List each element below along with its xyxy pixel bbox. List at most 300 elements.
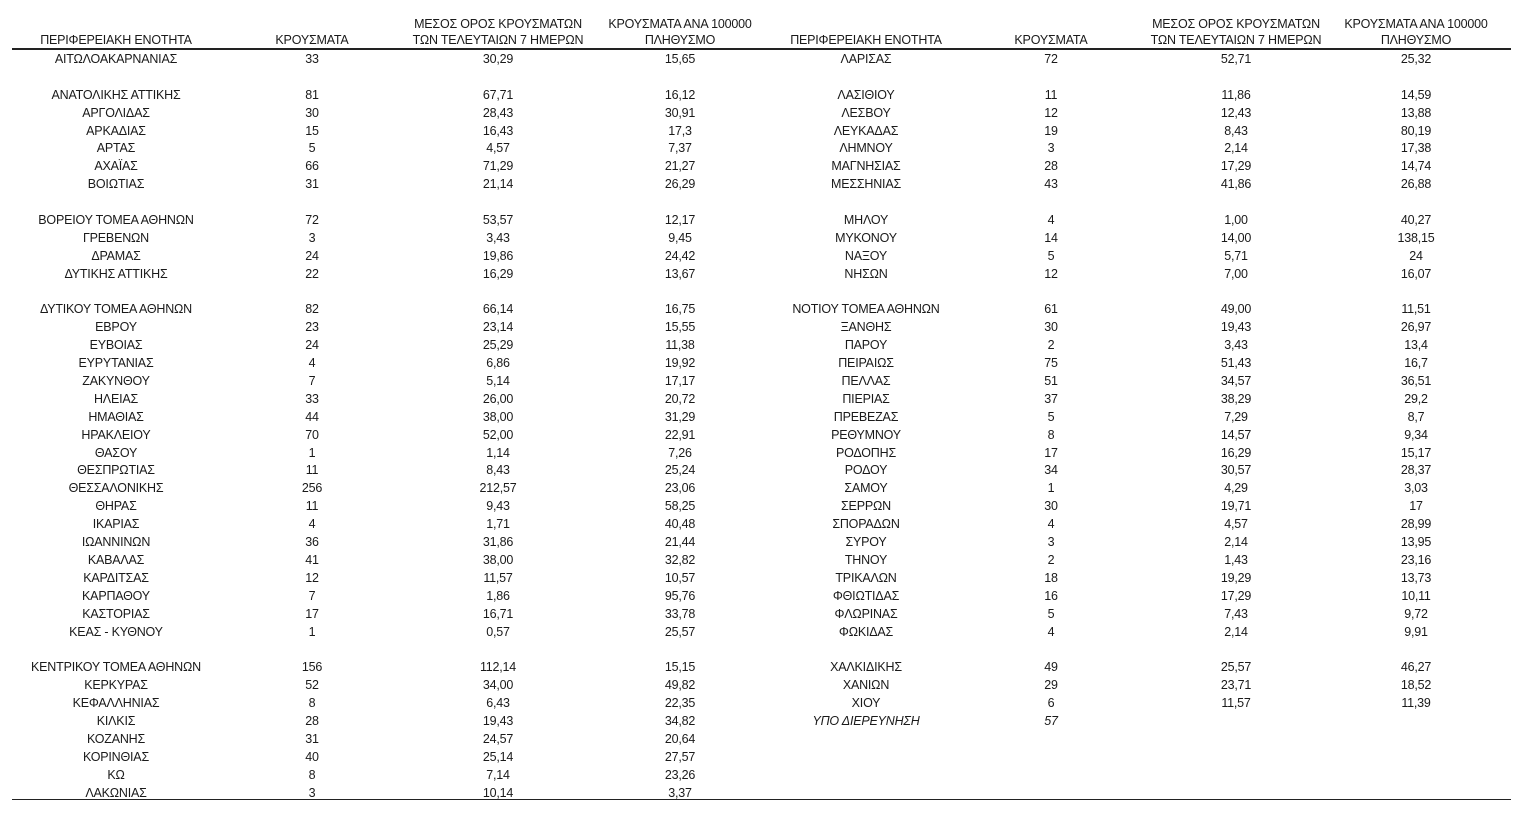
header-avg7-line2: ΤΩΝ ΤΕΛΕΥΤΑΙΩΝ 7 ΗΜΕΡΩΝ <box>1150 33 1322 47</box>
cases-cell: 5 <box>1047 606 1055 621</box>
cases-cell: 66 <box>305 159 319 174</box>
table-row <box>748 570 1531 588</box>
per100k-cell: 16,75 <box>664 302 696 317</box>
cases-cell: 4 <box>308 356 316 371</box>
region-cell: ΕΥΡΥΤΑΝΙΑΣ <box>78 356 154 371</box>
table-row <box>0 319 770 337</box>
cases-cell: 4 <box>1047 624 1055 639</box>
cases-cell: 18 <box>1044 570 1058 585</box>
avg7-cell: 25,57 <box>1220 660 1252 675</box>
avg7-cell: 28,43 <box>482 105 514 120</box>
per100k-cell: 9,72 <box>1404 606 1428 621</box>
region-cell: ΛΕΥΚΑΔΑΣ <box>833 123 899 138</box>
avg7-cell: 67,71 <box>482 87 514 102</box>
table-row <box>0 230 770 248</box>
region-cell: ΗΛΕΙΑΣ <box>93 391 139 406</box>
table-row <box>0 123 770 141</box>
avg7-cell: 41,86 <box>1220 177 1252 192</box>
table-spacer-row <box>0 194 770 212</box>
per100k-cell: 13,67 <box>664 266 696 281</box>
avg7-cell: 7,43 <box>1224 606 1248 621</box>
cases-cell: 3 <box>308 785 316 800</box>
cases-cell: 19 <box>1044 123 1058 138</box>
region-cell: ΠΑΡΟΥ <box>844 338 888 353</box>
region-cell: ΥΠΟ ΔΙΕΡΕΥΝΗΣΗ <box>812 713 920 728</box>
region-cell: ΜΗΛΟΥ <box>843 213 889 228</box>
table-row <box>0 87 770 105</box>
per100k-cell: 7,26 <box>668 445 692 460</box>
cases-cell: 11 <box>305 499 319 514</box>
avg7-cell: 7,14 <box>486 767 510 782</box>
cases-cell: 5 <box>308 141 316 156</box>
header-region <box>6 16 226 48</box>
table-row <box>748 230 1531 248</box>
region-cell: ΚΑΡΠΑΘΟΥ <box>82 588 150 603</box>
region-cell: ΠΡΕΒΕΖΑΣ <box>833 409 899 424</box>
avg7-cell: 1,43 <box>1224 552 1248 567</box>
table-row <box>0 588 770 606</box>
avg7-cell: 4,57 <box>1224 517 1248 532</box>
per100k-cell: 3,03 <box>1404 481 1428 496</box>
region-cell: ΡΟΔΟΥ <box>844 463 888 478</box>
header-cases <box>272 16 352 48</box>
per100k-cell: 19,92 <box>664 356 696 371</box>
table-row <box>748 677 1531 695</box>
table-row <box>0 373 770 391</box>
region-cell: ΚΕΝΤΡΙΚΟΥ ΤΟΜΕΑ ΑΘΗΝΩΝ <box>31 660 201 675</box>
avg7-cell: 21,14 <box>482 177 514 192</box>
per100k-cell: 21,27 <box>664 159 696 174</box>
region-cell: ΜΥΚΟΝΟΥ <box>835 230 897 245</box>
region-cell: ΓΡΕΒΕΝΩΝ <box>82 230 150 245</box>
right-rows <box>748 51 1531 731</box>
region-cell: ΚΙΛΚΙΣ <box>96 713 136 728</box>
avg7-cell: 2,14 <box>1224 535 1248 550</box>
region-cell: ΛΕΣΒΟΥ <box>841 105 891 120</box>
table-row <box>0 552 770 570</box>
table-row <box>0 749 770 767</box>
table-row <box>748 713 1531 731</box>
per100k-cell: 20,64 <box>664 731 696 746</box>
region-cell: ΚΟΡΙΝΘΙΑΣ <box>83 749 149 764</box>
per100k-cell: 10,11 <box>1401 588 1431 603</box>
per100k-cell: 26,97 <box>1400 320 1432 335</box>
avg7-cell: 1,86 <box>486 588 510 603</box>
cases-cell: 6 <box>1047 696 1055 711</box>
per100k-cell <box>1336 713 1496 731</box>
avg7-cell: 3,43 <box>486 230 510 245</box>
region-cell: ΘΕΣΣΑΛΟΝΙΚΗΣ <box>68 481 164 496</box>
avg7-cell: 34,57 <box>1220 374 1252 389</box>
header-avg7-line2: ΤΩΝ ΤΕΛΕΥΤΑΙΩΝ 7 ΗΜΕΡΩΝ <box>412 33 584 47</box>
region-cell: ΚΟΖΑΝΗΣ <box>86 731 146 746</box>
cases-cell: 5 <box>1047 409 1055 424</box>
avg7-cell: 19,86 <box>482 248 514 263</box>
left-rows <box>0 51 770 802</box>
cases-cell: 2 <box>1047 338 1055 353</box>
avg7-cell: 1,14 <box>486 445 510 460</box>
table-row <box>0 713 770 731</box>
per100k-cell: 26,88 <box>1400 177 1432 192</box>
avg7-cell: 2,14 <box>1224 624 1248 639</box>
table-row <box>748 319 1531 337</box>
avg7-cell: 30,57 <box>1220 463 1252 478</box>
region-cell: ΑΡΤΑΣ <box>96 141 136 156</box>
region-cell: ΘΑΣΟΥ <box>94 445 138 460</box>
per100k-cell: 17 <box>1409 499 1423 514</box>
avg7-cell: 38,00 <box>482 552 514 567</box>
per100k-cell: 11,39 <box>1401 696 1431 711</box>
region-cell: ΚΕΡΚΥΡΑΣ <box>84 678 148 693</box>
region-cell: ΝΑΞΟΥ <box>844 248 888 263</box>
table-row <box>748 105 1531 123</box>
region-cell: ΡΟΔΟΠΗΣ <box>836 445 896 460</box>
table-spacer-row <box>748 641 1531 659</box>
region-cell: ΧΑΝΙΩΝ <box>842 678 890 693</box>
cases-cell: 52 <box>305 678 319 693</box>
cases-cell: 11 <box>1044 87 1058 102</box>
avg7-cell: 11,57 <box>1221 696 1251 711</box>
table-row <box>748 212 1531 230</box>
region-cell: ΣΑΜΟΥ <box>844 481 888 496</box>
avg7-cell: 16,43 <box>482 123 514 138</box>
cases-cell: 57 <box>1044 713 1058 728</box>
region-cell: ΠΕΛΛΑΣ <box>841 374 891 389</box>
avg7-cell: 19,71 <box>1220 499 1252 514</box>
avg7-cell: 1,00 <box>1224 213 1248 228</box>
table-spacer-row <box>748 284 1531 302</box>
table-row <box>0 498 770 516</box>
avg7-cell: 38,29 <box>1220 391 1252 406</box>
avg7-cell: 8,43 <box>486 463 510 478</box>
table-row <box>0 516 770 534</box>
header-per100k-line2: ΠΛΗΘΥΣΜΟ <box>644 33 716 47</box>
cases-cell: 30 <box>1044 320 1058 335</box>
per100k-cell: 15,17 <box>1400 445 1432 460</box>
avg7-cell: 16,29 <box>1220 445 1252 460</box>
cases-cell: 49 <box>1044 660 1058 675</box>
cases-cell: 82 <box>305 302 319 317</box>
avg7-cell: 19,43 <box>1220 320 1252 335</box>
region-cell: ΑΝΑΤΟΛΙΚΗΣ ΑΤΤΙΚΗΣ <box>51 87 181 102</box>
cases-cell: 36 <box>305 535 319 550</box>
cases-cell: 22 <box>305 266 319 281</box>
cases-cell: 23 <box>305 320 319 335</box>
header-per100k-line2: ΠΛΗΘΥΣΜΟ <box>1380 33 1452 47</box>
table-row <box>0 534 770 552</box>
table-row <box>0 731 770 749</box>
region-cell: ΔΥΤΙΚΟΥ ΤΟΜΕΑ ΑΘΗΝΩΝ <box>39 302 193 317</box>
per100k-cell: 15,55 <box>664 320 696 335</box>
cases-cell: 256 <box>301 481 323 496</box>
cases-cell: 1 <box>308 445 316 460</box>
avg7-cell: 25,14 <box>482 749 514 764</box>
avg7-cell: 19,43 <box>482 713 514 728</box>
per100k-cell: 11,38 <box>665 338 695 353</box>
cases-cell: 7 <box>308 588 316 603</box>
table-row <box>0 606 770 624</box>
avg7-cell: 51,43 <box>1220 356 1252 371</box>
avg7-cell: 25,29 <box>482 338 514 353</box>
avg7-cell: 6,86 <box>486 356 510 371</box>
avg7-cell: 3,43 <box>1224 338 1248 353</box>
header-per100k <box>1336 16 1496 48</box>
table-row <box>748 248 1531 266</box>
per100k-cell: 22,91 <box>664 427 696 442</box>
per100k-cell: 138,15 <box>1397 230 1435 245</box>
table-spacer-row <box>748 194 1531 212</box>
per100k-cell: 9,34 <box>1404 427 1428 442</box>
region-cell: ΛΑΣΙΘΙΟΥ <box>837 87 895 102</box>
cases-cell: 16 <box>1044 588 1058 603</box>
per100k-cell: 14,59 <box>1400 87 1432 102</box>
per100k-cell: 31,29 <box>664 409 696 424</box>
table-row <box>0 409 770 427</box>
avg7-cell: 24,57 <box>482 731 514 746</box>
table-row <box>748 409 1531 427</box>
table-row <box>748 355 1531 373</box>
table-row <box>0 677 770 695</box>
cases-cell: 51 <box>1044 374 1058 389</box>
avg7-cell: 8,43 <box>1224 123 1248 138</box>
per100k-cell: 16,07 <box>1400 266 1432 281</box>
per100k-cell: 18,52 <box>1400 678 1432 693</box>
per100k-cell: 32,82 <box>664 552 696 567</box>
table-row <box>748 337 1531 355</box>
per100k-cell: 25,24 <box>664 463 696 478</box>
cases-cell: 156 <box>301 660 323 675</box>
avg7-cell: 34,00 <box>482 678 514 693</box>
avg7-cell: 12,43 <box>1220 105 1252 120</box>
header-cases-text: ΚΡΟΥΣΜΑΤΑ <box>1014 33 1088 47</box>
per100k-cell: 23,06 <box>664 481 696 496</box>
avg7-cell: 212,57 <box>479 481 517 496</box>
table-bottom-border <box>12 799 1511 800</box>
cases-cell: 8 <box>1047 427 1055 442</box>
table-row <box>748 624 1531 642</box>
avg7-cell: 52,00 <box>482 427 514 442</box>
table-row <box>0 570 770 588</box>
cases-cell: 81 <box>305 87 319 102</box>
avg7-cell: 14,00 <box>1220 230 1252 245</box>
table-row <box>748 516 1531 534</box>
avg7-cell: 71,29 <box>482 159 514 174</box>
table-row <box>0 266 770 284</box>
region-cell: ΕΥΒΟΙΑΣ <box>89 338 143 353</box>
table-row <box>0 391 770 409</box>
cases-cell: 33 <box>305 52 319 66</box>
header-avg7-line1: ΜΕΣΟΣ ΟΡΟΣ ΚΡΟΥΣΜΑΤΩΝ <box>414 17 582 31</box>
cases-cell: 33 <box>305 391 319 406</box>
table-row <box>0 212 770 230</box>
table-row <box>748 266 1531 284</box>
header-region-text: ΠΕΡΙΦΕΡΕΙΑΚΗ ΕΝΟΤΗΤΑ <box>40 33 192 47</box>
cases-cell: 3 <box>1047 535 1055 550</box>
avg7-cell: 17,29 <box>1220 588 1252 603</box>
cases-cell: 14 <box>1044 230 1058 245</box>
avg7-cell: 4,57 <box>486 141 510 156</box>
per100k-cell: 49,82 <box>664 678 696 693</box>
per100k-cell: 16,7 <box>1404 356 1428 371</box>
cases-cell: 72 <box>305 213 319 228</box>
region-cell: ΦΛΩΡΙΝΑΣ <box>834 606 898 621</box>
avg7-cell: 16,71 <box>482 606 514 621</box>
per100k-cell: 12,17 <box>664 213 696 228</box>
cases-cell: 2 <box>1047 552 1055 567</box>
per100k-cell: 23,16 <box>1400 552 1432 567</box>
header-region <box>756 16 976 48</box>
region-cell: ΛΑΡΙΣΑΣ <box>840 52 892 66</box>
region-cell: ΝΟΤΙΟΥ ΤΟΜΕΑ ΑΘΗΝΩΝ <box>792 302 940 317</box>
header-cases <box>1011 16 1091 48</box>
avg7-cell: 1,71 <box>486 517 510 532</box>
table-row <box>748 606 1531 624</box>
cases-cell: 61 <box>1044 302 1058 317</box>
per100k-cell: 27,57 <box>664 749 696 764</box>
per100k-cell: 9,91 <box>1404 624 1428 639</box>
avg7-cell: 10,14 <box>482 785 514 800</box>
per100k-cell: 8,7 <box>1407 409 1425 424</box>
table-row <box>0 355 770 373</box>
cases-cell: 30 <box>1044 499 1058 514</box>
table-spacer-row <box>0 641 770 659</box>
cases-cell: 24 <box>305 338 319 353</box>
region-cell: ΛΑΚΩΝΙΑΣ <box>85 785 147 800</box>
table-row <box>748 87 1531 105</box>
header-avg7 <box>1146 16 1326 48</box>
left-table <box>0 0 770 800</box>
avg7-cell: 16,29 <box>482 266 514 281</box>
table-row <box>748 176 1531 194</box>
per100k-cell: 58,25 <box>664 499 696 514</box>
avg7-cell: 49,00 <box>1220 302 1252 317</box>
avg7-cell: 19,29 <box>1220 570 1252 585</box>
table-row <box>0 158 770 176</box>
region-cell: ΛΗΜΝΟΥ <box>839 141 893 156</box>
table-row <box>748 659 1531 677</box>
region-cell: ΣΠΟΡΑΔΩΝ <box>832 517 900 532</box>
table-row <box>748 123 1531 141</box>
table-row <box>748 373 1531 391</box>
cases-cell: 4 <box>1047 517 1055 532</box>
cases-cell: 44 <box>305 409 319 424</box>
table-row <box>0 767 770 785</box>
avg7-cell: 26,00 <box>482 391 514 406</box>
per100k-cell: 24 <box>1409 248 1423 263</box>
per100k-cell: 13,88 <box>1400 105 1432 120</box>
cases-cell: 40 <box>305 749 319 764</box>
region-cell: ΧΙΟΥ <box>851 696 881 711</box>
per100k-cell: 95,76 <box>664 588 696 603</box>
avg7-cell: 38,00 <box>482 409 514 424</box>
table-row <box>0 176 770 194</box>
table-row <box>748 588 1531 606</box>
table-row <box>0 105 770 123</box>
cases-cell: 5 <box>1047 248 1055 263</box>
header-per100k-line1: ΚΡΟΥΣΜΑΤΑ ΑΝΑ 100000 <box>608 17 752 31</box>
cases-cell: 72 <box>1044 52 1058 66</box>
per100k-cell: 46,27 <box>1400 660 1432 675</box>
per100k-cell: 33,78 <box>664 606 696 621</box>
table-row <box>748 695 1531 713</box>
cases-cell: 30 <box>305 105 319 120</box>
per100k-cell: 80,19 <box>1400 123 1432 138</box>
region-cell: ΚΕΑΣ - ΚΥΘΝΟΥ <box>69 624 163 639</box>
table-row <box>0 659 770 677</box>
region-cell: ΝΗΣΩΝ <box>844 266 888 281</box>
per100k-cell: 40,48 <box>664 517 696 532</box>
avg7-cell: 31,86 <box>482 535 514 550</box>
region-cell: ΔΡΑΜΑΣ <box>91 248 141 263</box>
per100k-cell: 7,37 <box>668 141 692 156</box>
per100k-cell: 28,99 <box>1400 517 1432 532</box>
per100k-cell: 29,2 <box>1404 391 1428 406</box>
avg7-cell: 2,14 <box>1224 141 1248 156</box>
table-row <box>748 462 1531 480</box>
per100k-cell: 25,57 <box>664 624 696 639</box>
avg7-cell: 7,00 <box>1224 266 1248 281</box>
per100k-cell: 14,74 <box>1400 159 1432 174</box>
per100k-cell: 17,3 <box>668 123 692 138</box>
per100k-cell: 15,15 <box>664 660 696 675</box>
region-cell: ΙΩΑΝΝΙΝΩΝ <box>81 535 151 550</box>
avg7-cell: 23,14 <box>482 320 514 335</box>
cases-cell: 70 <box>305 427 319 442</box>
avg7-cell: 112,14 <box>479 660 517 675</box>
region-cell: ΜΑΓΝΗΣΙΑΣ <box>831 159 901 174</box>
cases-cell: 75 <box>1044 356 1058 371</box>
avg7-cell: 6,43 <box>486 696 510 711</box>
table-row <box>0 140 770 158</box>
per100k-cell: 28,37 <box>1400 463 1432 478</box>
avg7-cell: 5,71 <box>1224 248 1248 263</box>
cases-cell: 15 <box>305 123 319 138</box>
per100k-cell: 25,32 <box>1400 52 1432 66</box>
cases-cell: 1 <box>1047 481 1055 496</box>
cases-cell: 24 <box>305 248 319 263</box>
table-spacer-row <box>748 69 1531 87</box>
per100k-cell: 13,95 <box>1400 535 1432 550</box>
avg7-cell: 9,43 <box>486 499 510 514</box>
region-cell: ΧΑΛΚΙΔΙΚΗΣ <box>830 660 902 675</box>
table-row <box>0 462 770 480</box>
cases-cell: 37 <box>1044 391 1058 406</box>
region-cell: ΑΡΓΟΛΙΔΑΣ <box>82 105 150 120</box>
per100k-cell: 16,12 <box>664 87 696 102</box>
table-row <box>0 480 770 498</box>
right-table <box>748 0 1531 800</box>
region-cell: ΘΕΣΠΡΩΤΙΑΣ <box>77 463 155 478</box>
table-row <box>748 552 1531 570</box>
region-cell: ΠΕΙΡΑΙΩΣ <box>838 356 894 371</box>
table-row <box>0 695 770 713</box>
region-cell: ΑΧΑΪΑΣ <box>94 159 138 174</box>
avg7-cell: 14,57 <box>1220 427 1252 442</box>
avg7-cell: 53,57 <box>482 213 514 228</box>
cases-cell: 41 <box>305 552 319 567</box>
cases-cell: 43 <box>1044 177 1058 192</box>
per100k-cell: 22,35 <box>664 696 696 711</box>
region-cell: ΦΘΙΩΤΙΔΑΣ <box>832 588 900 603</box>
table-row <box>748 51 1531 69</box>
table-row <box>748 498 1531 516</box>
region-cell: ΞΑΝΘΗΣ <box>840 320 892 335</box>
avg7-cell: 17,29 <box>1220 159 1252 174</box>
cases-cell: 4 <box>308 517 316 532</box>
region-cell: ΗΡΑΚΛΕΙΟΥ <box>81 427 151 442</box>
per100k-cell: 26,29 <box>664 177 696 192</box>
per100k-cell: 13,73 <box>1400 570 1432 585</box>
